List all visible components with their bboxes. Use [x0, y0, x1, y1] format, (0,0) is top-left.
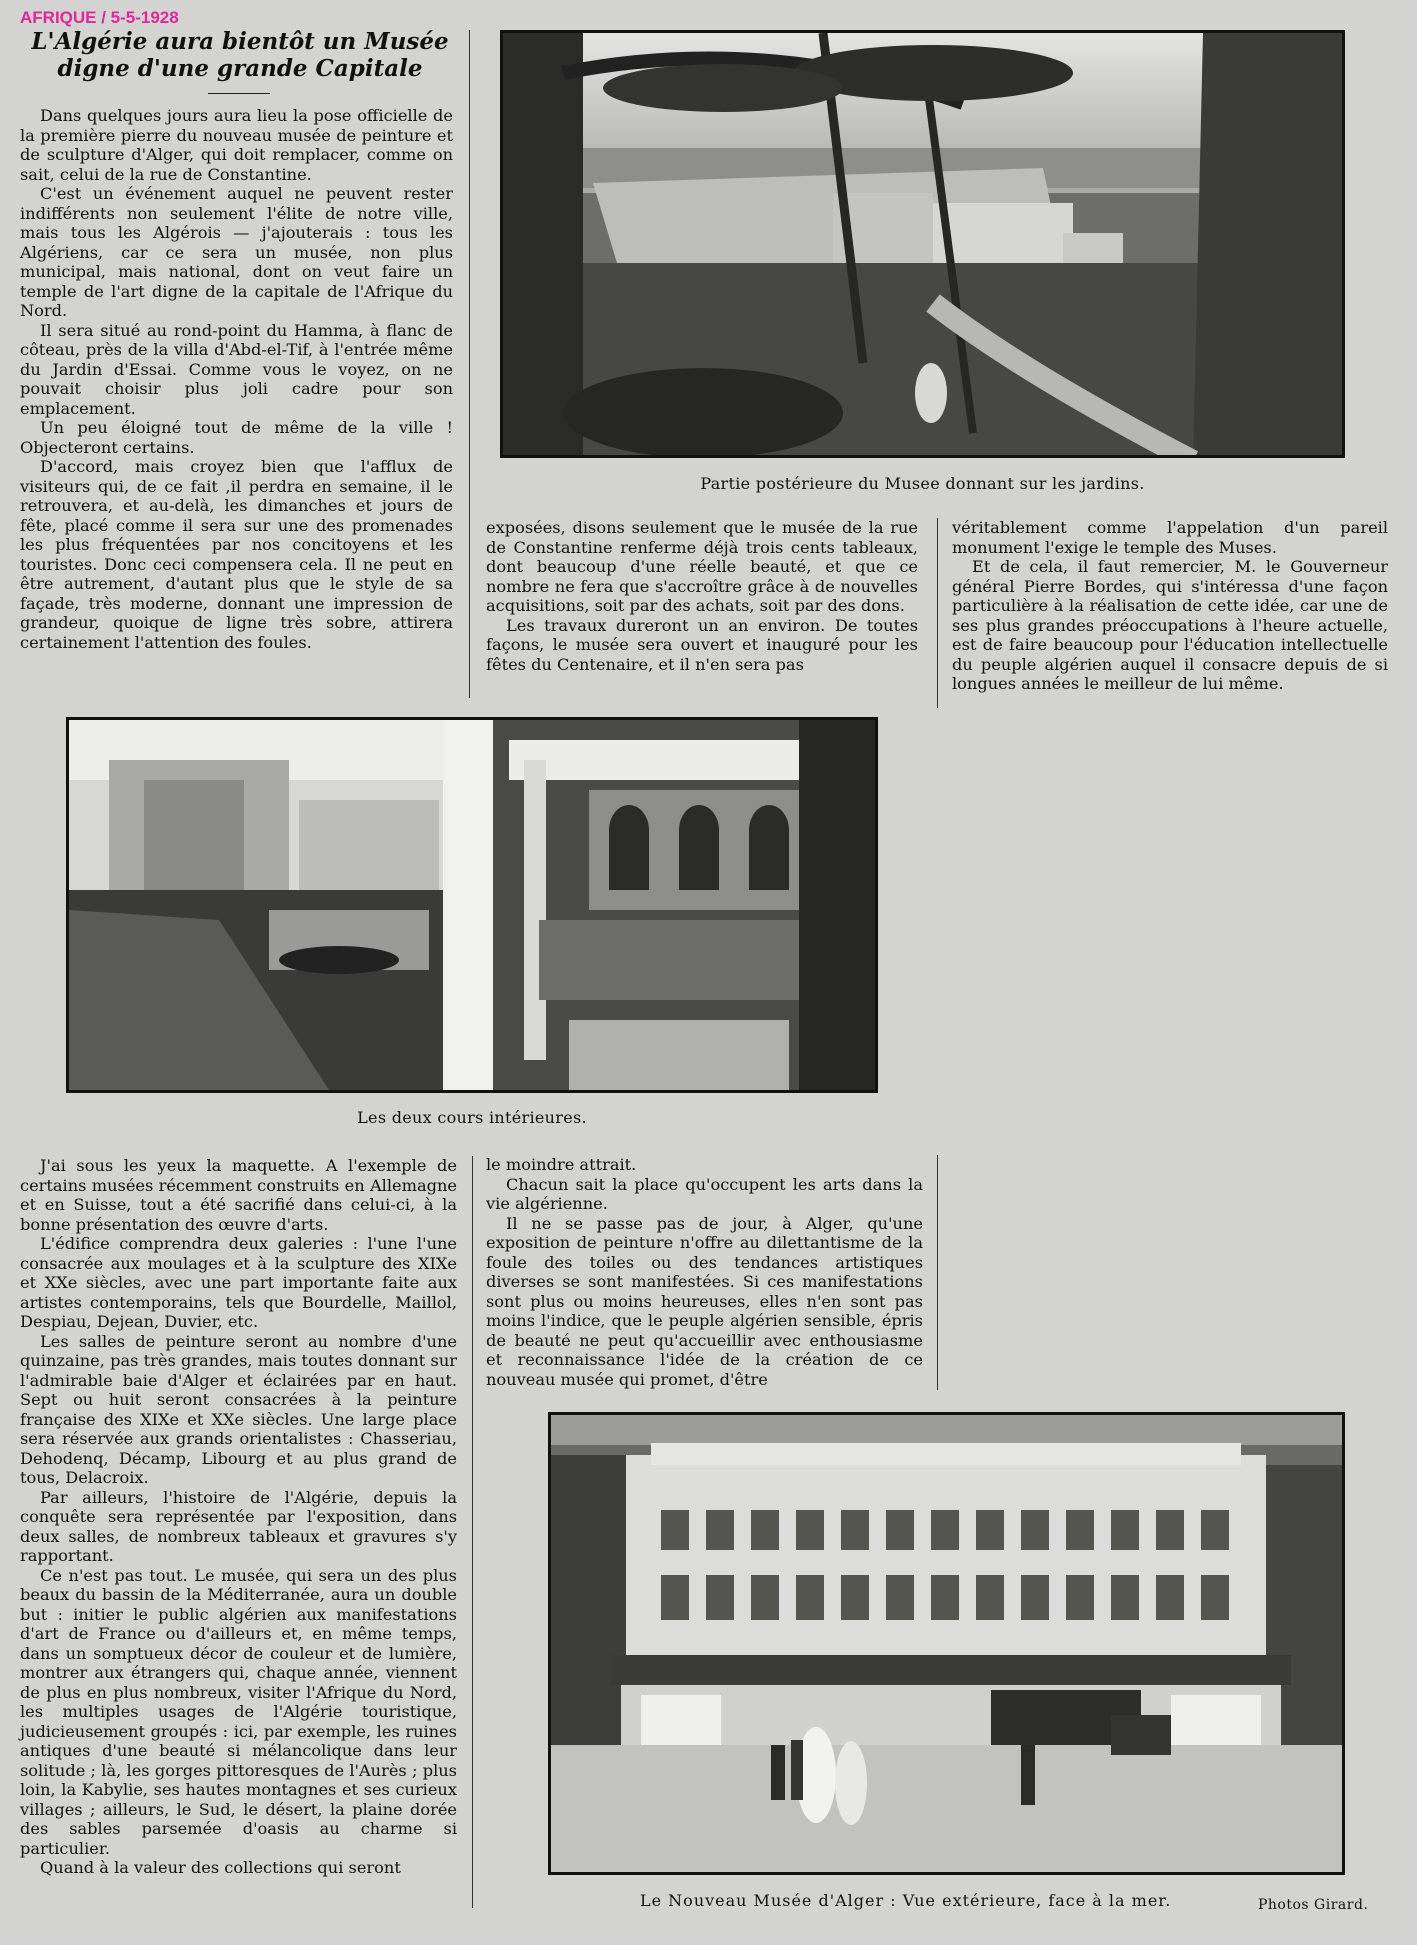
paragraph: véritablement comme l'appelation d'un pareil monument l'exige le temple des Muses. [952, 518, 1388, 557]
paragraph: C'est un événement auquel ne peuvent rester indifférents non seulement l'élite de notre ville, mais tous les Algérois — j'ajouterais : tous les Algériens, car ce sera un musée, non plus municipal, mais national, dont on veut faire un temple de l'art digne de la capitale de l'Afrique du Nord. [20, 184, 453, 320]
paragraph: Il ne se passe pas de jour, à Alger, qu'une exposition de peinture n'offre au dilettantisme de la foule des toiles ou des tendances artistiques diverses se sont manifestées. Si ces manifestations sont plus ou moins heureuses, elles n'en sont pas moins l'indice, que le peuple algérien sensible, épris de beauté ne peut qu'accueillir avec enthousiasme et reconnaissance l'idée de la création de ce nouveau musée qui promet, d'être [486, 1213, 923, 1389]
paragraph: Par ailleurs, l'histoire de l'Algérie, depuis la conquête sera représentée par l'exposition, dans deux salles, de nombreux tableaux et gravures s'y rapportant. [20, 1487, 457, 1565]
headline-line-2: digne d'une grande Capitale [57, 55, 423, 82]
photo-museum-exterior [548, 1412, 1345, 1875]
caption-exterior: Le Nouveau Musée d'Alger : Vue extérieure, face à la mer. [640, 1891, 1172, 1910]
column-divider [469, 30, 470, 698]
column-5 [486, 1155, 923, 1389]
paragraph: Et de cela, il faut remercier, M. le Gouverneur général Pierre Bordes, qui s'intéressa d'une façon particulière à la réalisation de cette idée, car une de ses plus grandes préoccupations à l'heure actuelle, est de faire beaucoup pour l'éducation intellectuelle du peuple algérien auquel il consacre depuis de si longues années le meilleur de lui même. [952, 557, 1388, 693]
column-divider [937, 518, 938, 708]
paragraph: le moindre attrait. [486, 1155, 637, 1174]
column-1 [20, 106, 453, 652]
paragraph: J'ai sous les yeux la maquette. A l'exemple de certains musées récemment construits en Allemagne et en Suisse, tout a été sacrifié dans celui-ci, à la bonne présentation des œuvre d'arts. [20, 1156, 457, 1234]
column-4 [20, 1156, 457, 1878]
paragraph: Les travaux dureront un an environ. De toutes façons, le musée sera ouvert et inauguré pour les fêtes du Centenaire, et il n'en sera pas [486, 615, 918, 674]
paragraph: D'accord, mais croyez bien que l'afflux de visiteurs qui, de ce fait ,il perdra en semaine, il le retrouvera, et au-delà, les dimanches et jours de fête, placé comme il sera sur une des promenades les plus fréquentées par nos concitoyens et les touristes. Donc ceci compensera cela. Il ne peut en être autrement, d'autant plus que le style de sa façade, très moderne, donnant une impression de grandeur, quoique de ligne très sobre, attirera certainement l'attention des foules. [20, 457, 453, 652]
source-label: AFRIQUE / 5-5-1928 [20, 8, 179, 27]
column-2 [486, 518, 918, 674]
column-3 [952, 518, 1388, 694]
caption-gardens: Partie postérieure du Musee donnant sur les jardins. [700, 474, 1145, 493]
paragraph: Ce n'est pas tout. Le musée, qui sera un des plus beaux du bassin de la Méditerranée, aura un double but : initier le public algérien aux manifestations d'art de France ou d'ailleurs et, en même temps, dans un somptueux décor de couleur et de lumière, montrer aux étrangers qui, chaque année, viennent de plus en plus nombreux, visiter l'Afrique du Nord, les multiples usages de l'Algérie touristique, judicieusement groupés : ici, par exemple, les ruines antiques d'une beauté si mélancolique dans leur solitude ; là, les gorges pittoresques de l'Aurès ; plus loin, la Kabylie, ses hautes montagnes et ses curieux villages ; ailleurs, le Sud, le désert, la plaine dorée des sables parsemée d'oasis au charme si particulier. [20, 1565, 457, 1858]
paragraph: Chacun sait la place qu'occupent les arts dans la vie algérienne. [486, 1174, 923, 1213]
paragraph: L'édifice comprendra deux galeries : l'une l'une consacrée aux moulages et à la sculpture des XIXe et XXe siècles, avec une part importante faite aux artistes contemporains, tels que Bourdelle, Maillol, Despiau, Dejean, Duvier, etc. [20, 1234, 457, 1331]
caption-courtyards: Les deux cours intérieures. [357, 1108, 587, 1127]
column-divider [937, 1155, 938, 1390]
paragraph: Dans quelques jours aura lieu la pose officielle de la première pierre du nouveau musée de peinture et de sculpture d'Alger, qui doit remplacer, comme on sait, celui de la rue de Constantine. [20, 106, 453, 184]
photo-courtyards [66, 717, 878, 1093]
paragraph: exposées, disons seulement que le musée de la rue de Constantine renferme déjà trois cents tableaux, dont beaucoup d'une réelle beauté, et que ce nombre ne fera que s'accroître grâce à de nouvelles acquisitions, soit par des achats, soit par des dons. [486, 518, 918, 615]
paragraph: Un peu éloigné tout de même de la ville ! Objecteront certains. [20, 418, 453, 457]
headline-line-1: L'Algérie aura bientôt un Musée [31, 28, 449, 55]
paragraph: Quand à la valeur des collections qui seront [40, 1858, 401, 1877]
column-divider [472, 1156, 473, 1908]
photo-museum-gardens [500, 30, 1345, 458]
article-headline [20, 28, 460, 82]
photo-credit: Photos Girard. [1258, 1897, 1369, 1913]
paragraph: Il sera situé au rond-point du Hamma, à flanc de côteau, près de la villa d'Abd-el-Tif, à l'entrée même du Jardin d'Essai. Comme vous le voyez, on ne pouvait choisir plus joli cadre pour son emplacement. [20, 320, 453, 418]
paragraph: Les salles de peinture seront au nombre d'une quinzaine, pas très grandes, mais toutes donnant sur l'admirable baie d'Alger et éclairées par en haut. Sept ou huit seront consacrées à la peinture française des XIXe et XXe siècles. Une large place sera réservée aux grands orientalistes : Chasseriau, Dehodenq, Décamp, Libourg et au plus grand de tous, Delacroix. [20, 1331, 457, 1487]
headline-rule [208, 93, 270, 94]
